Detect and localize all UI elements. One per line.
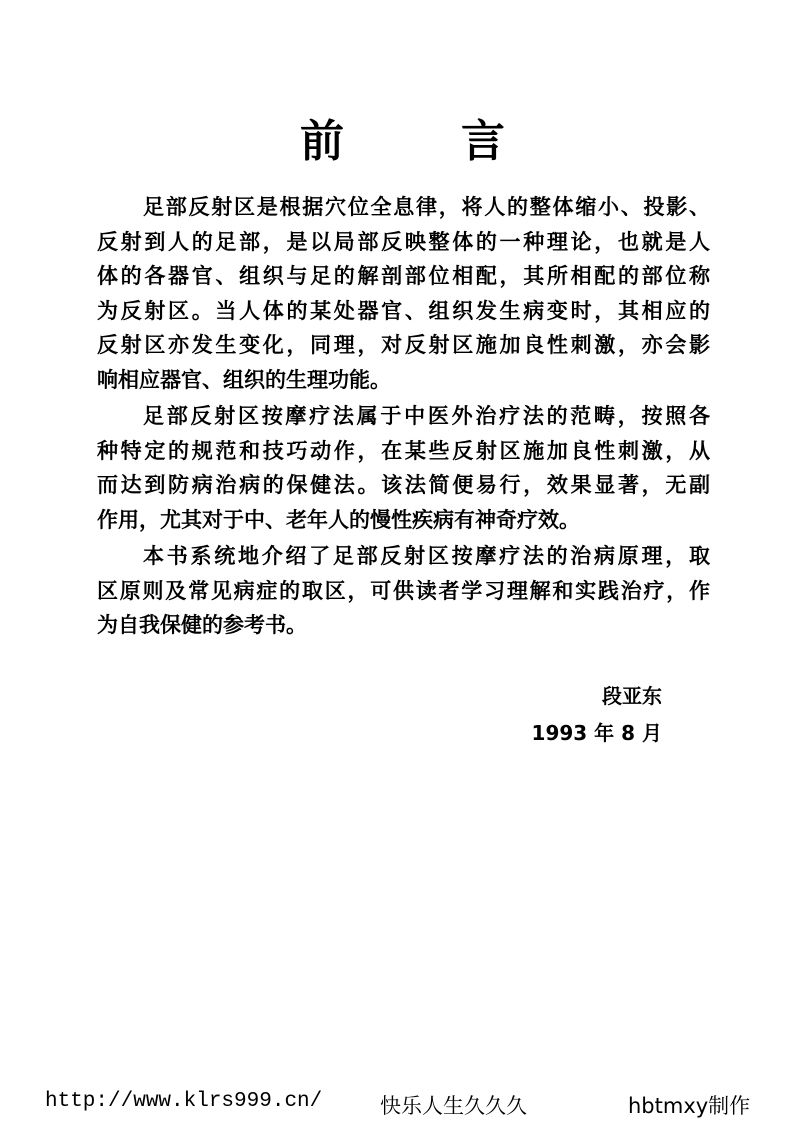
preface-body xyxy=(97,190,710,645)
text-line: 反射区亦发生变化，同理，对反射区施加良性刺激，亦会影 xyxy=(97,333,710,357)
text-line: 区原则及常见病症的取区，可供读者学习理解和实践治疗，作 xyxy=(97,578,710,603)
date: 1993 年 8 月 xyxy=(531,721,662,745)
text-line: 体的各器官、组织与足的解剖部位相配，其所相配的部位称 xyxy=(97,264,710,288)
text-line: 而达到防病治病的保健法。该法简便易行，效果显著，无副 xyxy=(97,473,710,497)
text-line: 种特定的规范和技巧动作，在某些反射区施加良性刺激，从 xyxy=(97,438,710,463)
paragraph-3 xyxy=(97,539,710,643)
text-line: 响相应器官、组织的生理功能。 xyxy=(97,367,391,392)
text-line: 反射到人的足部，是以局部反映整体的一种理论，也就是人 xyxy=(97,229,710,254)
author-name: 段亚东 xyxy=(602,684,662,708)
page-title: 前 言 xyxy=(300,116,505,167)
footer-site-name: 快乐人生久久久 xyxy=(380,1094,527,1118)
text-line: 足部反射区按摩疗法属于中医外治疗法的范畴，按照各 xyxy=(143,404,710,428)
paragraph-1 xyxy=(97,190,710,397)
text-line: 本书系统地介绍了足部反射区按摩疗法的治病原理，取 xyxy=(143,544,710,568)
text-line: 为反射区。当人体的某处器官、组织发生病变时，其相应的 xyxy=(97,298,710,323)
text-line: 为自我保健的参考书。 xyxy=(97,613,307,637)
footer-url[interactable]: http://www.klrs999.cn/ xyxy=(45,1090,323,1113)
paragraph-2 xyxy=(97,399,710,537)
footer-credit: hbtmxy制作 xyxy=(628,1094,751,1118)
text-line: 足部反射区是根据穴位全息律，将人的整体缩小、投影、 xyxy=(143,195,710,219)
text-line: 作用，尤其对于中、老年人的慢性疾病有神奇疗效。 xyxy=(97,507,580,532)
